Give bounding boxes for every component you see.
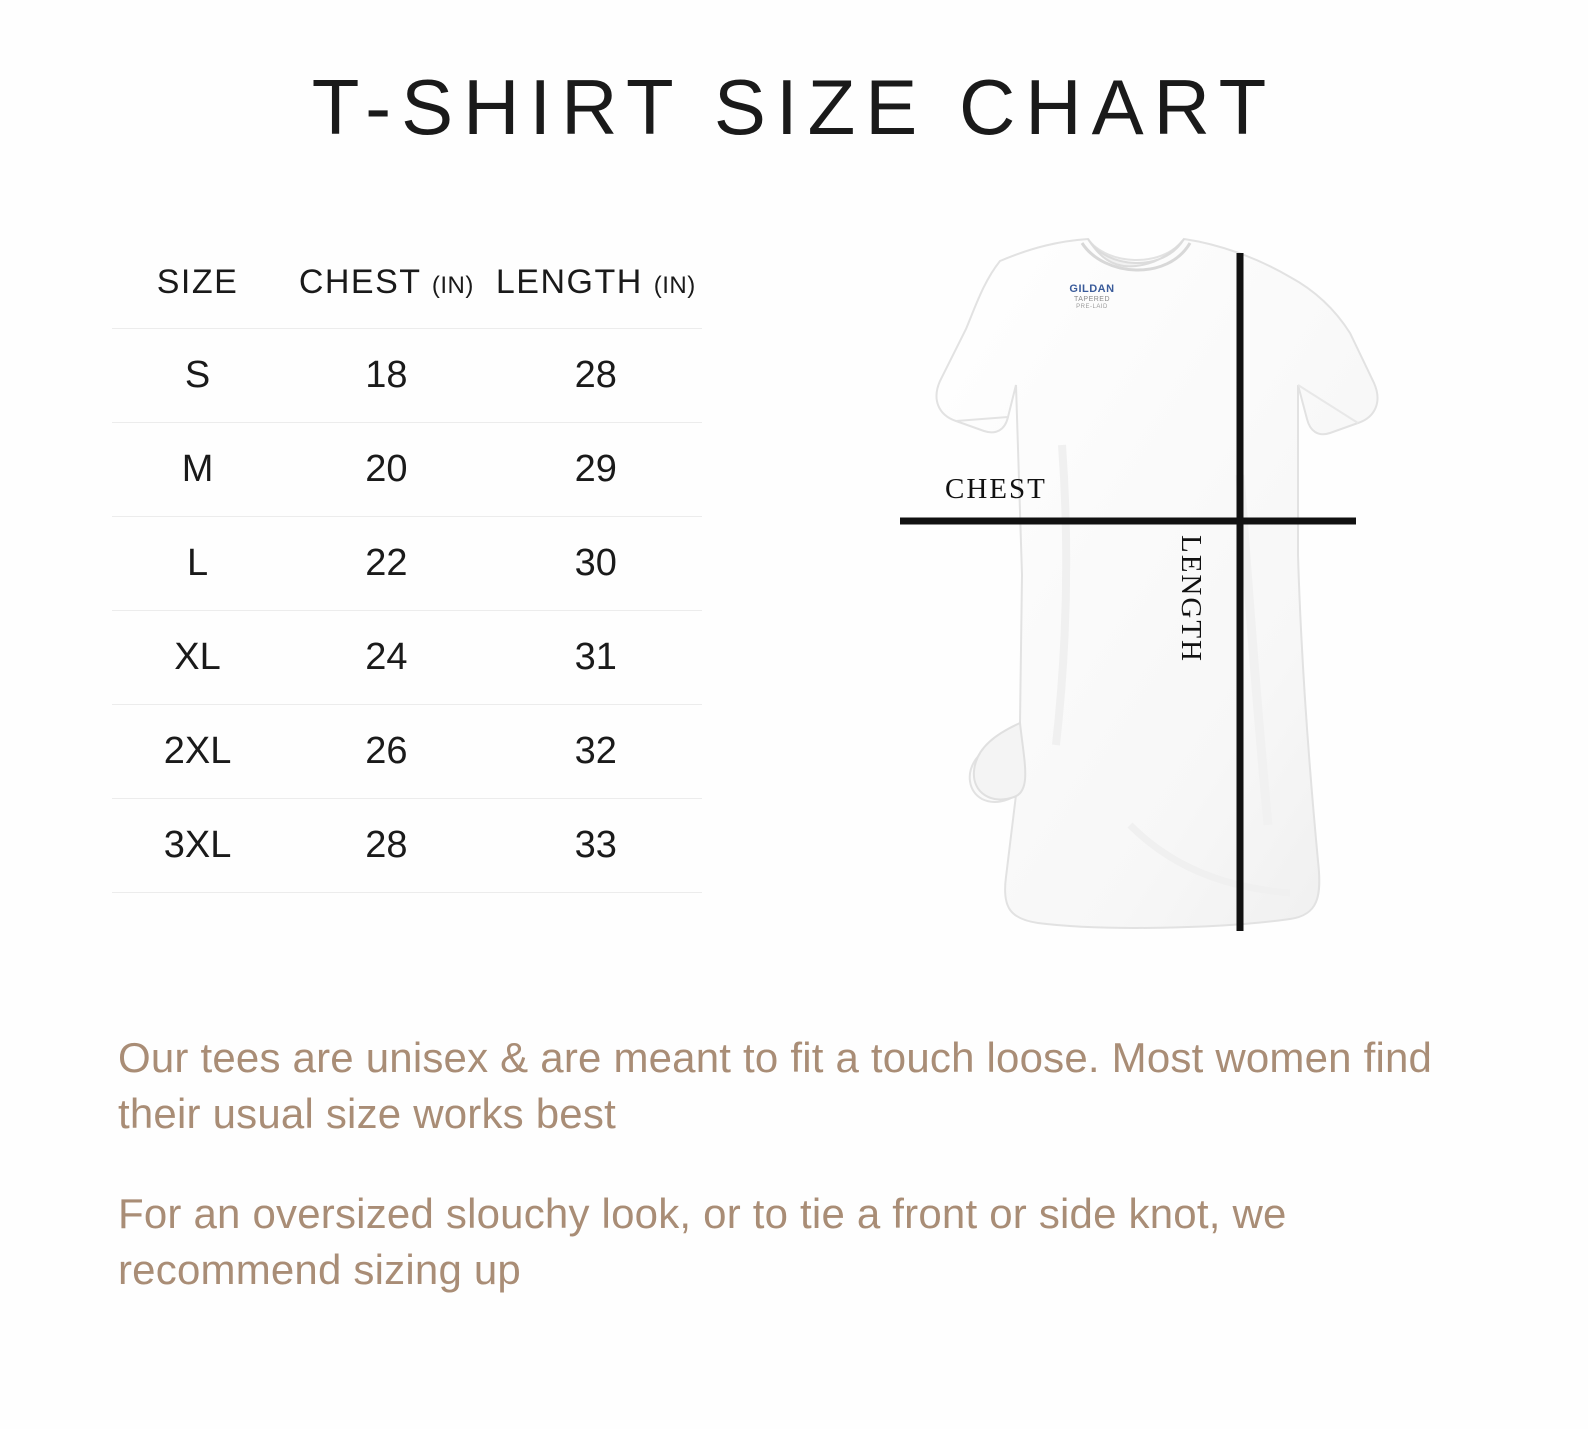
table-row: [112, 423, 702, 517]
cell-length: 33: [490, 799, 702, 893]
brand-tag-line-3: PRE-LAID: [1076, 303, 1108, 310]
table-row: [112, 517, 702, 611]
tshirt-body-shape: [937, 239, 1378, 928]
page-title: T-SHIRT SIZE CHART: [311, 63, 1277, 151]
column-header-length: [490, 262, 702, 329]
fit-notes: [118, 1030, 1518, 1297]
cell-size: S: [112, 329, 283, 423]
table-header-row: [112, 262, 702, 329]
chest-measure-label: CHEST: [945, 473, 1047, 505]
tshirt-measurement-diagram: [770, 225, 1450, 965]
brand-tag: [1060, 283, 1124, 311]
cell-size: 3XL: [112, 799, 283, 893]
column-header-chest-unit: (IN): [431, 272, 474, 299]
fit-note: Our tees are unisex & are meant to fit a touch loose. Most women find their usual size works best: [118, 1034, 1433, 1137]
cell-length: 32: [490, 705, 702, 799]
brand-tag-line-1: GILDAN: [1069, 283, 1115, 295]
cell-size: L: [112, 517, 283, 611]
fit-note: For an oversized slouchy look, or to tie a front or side knot, we recommend sizing up: [118, 1189, 1287, 1293]
size-table-container: [112, 262, 702, 893]
cell-length: 28: [490, 329, 702, 423]
column-header-chest: [283, 262, 490, 329]
cell-chest: 18: [283, 329, 490, 423]
cell-chest: 28: [283, 799, 490, 893]
table-header: [112, 262, 702, 329]
column-header-size: [112, 262, 283, 329]
table-row: [112, 799, 702, 893]
table-row: [112, 611, 702, 705]
column-header-length-label: LENGTH: [495, 263, 643, 301]
cell-length: 30: [490, 517, 702, 611]
cell-length: 29: [490, 423, 702, 517]
column-header-length-unit: (IN): [653, 272, 696, 299]
cell-chest: 24: [283, 611, 490, 705]
brand-tag-line-2: TAPERED: [1073, 295, 1111, 303]
tshirt-knot: [974, 723, 1025, 799]
cell-chest: 26: [283, 705, 490, 799]
tshirt-illustration: [770, 225, 1450, 965]
table-body: [112, 329, 702, 893]
cell-size: XL: [112, 611, 283, 705]
length-measure-label: LENGTH: [1175, 535, 1207, 663]
cell-length: 31: [490, 611, 702, 705]
cell-chest: 20: [283, 423, 490, 517]
table-row: [112, 705, 702, 799]
cell-size: M: [112, 423, 283, 517]
column-header-size-label: SIZE: [156, 263, 239, 301]
table-row: [112, 329, 702, 423]
cell-size: 2XL: [112, 705, 283, 799]
column-header-chest-label: CHEST: [298, 263, 421, 301]
size-table: [112, 262, 702, 893]
cell-chest: 22: [283, 517, 490, 611]
